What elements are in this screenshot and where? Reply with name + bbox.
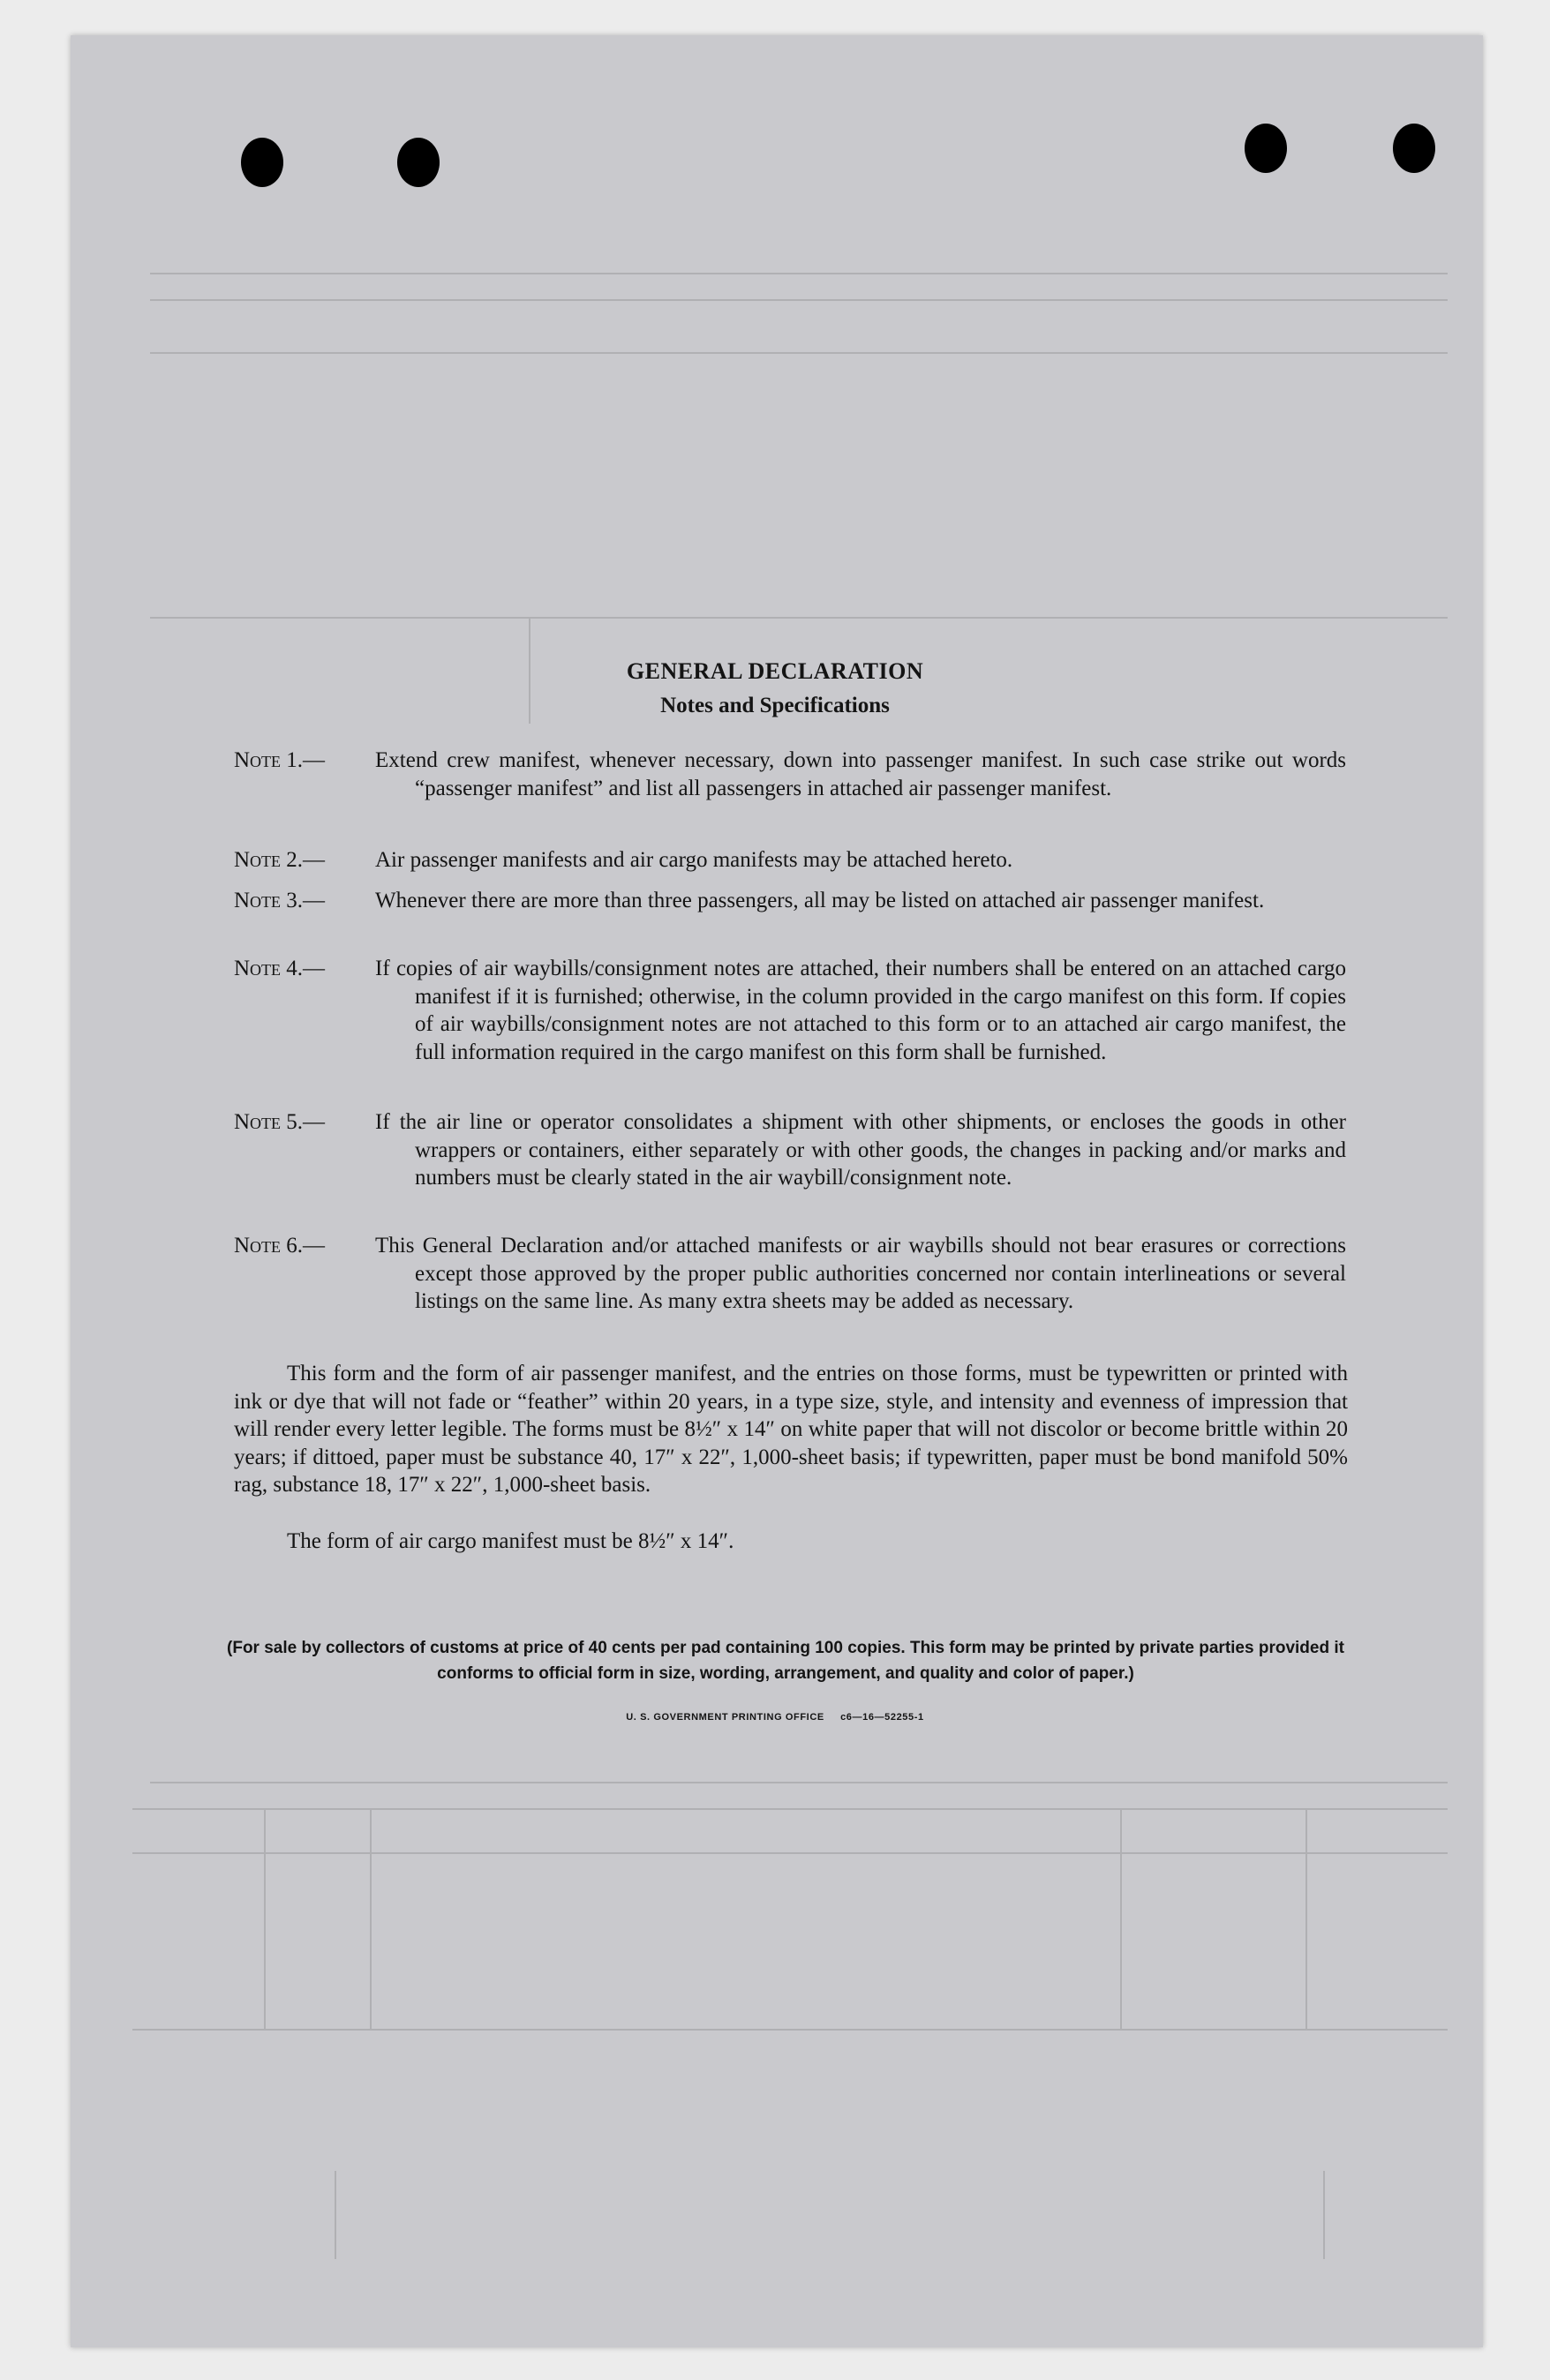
printing-office-imprint: U. S. GOVERNMENT PRINTING OFFICE c6—16—52255-1	[626, 1712, 924, 1723]
note-label: Note 2.—	[234, 848, 326, 872]
note-label: Note 6.—	[234, 1234, 326, 1258]
note-5	[234, 1108, 1346, 1192]
note-text: If copies of air waybills/consignment notes are attached, their numbers shall be entered on an attached cargo manifest if it is furnished; otherwise, in the column provided in the cargo manifest on this form. If copies of air waybills/consignment notes are not attached to this form or to an attached air cargo manifest, the full information required in the cargo manifest on this form shall be furnished.	[375, 957, 1346, 1064]
note-4	[234, 955, 1346, 1066]
note-text: Whenever there are more than three passengers, all may be listed on attached air passenger manifest.	[375, 889, 1265, 912]
note-label: Note 4.—	[234, 957, 326, 980]
note-1	[234, 747, 1346, 802]
note-label: Note 1.—	[234, 748, 326, 772]
note-label: Note 5.—	[234, 1110, 326, 1134]
note-text: This General Declaration and/or attached manifests or air waybills should not bear erasures or corrections except those approved by the proper public authorities concerned nor contain interlineations or several listings on the same line. As many extra sheets may be added as necessary.	[375, 1234, 1346, 1313]
note-text: If the air line or operator consolidates a shipment with other shipments, or encloses the goods in other wrappers or containers, either separately or with other goods, the changes in packing and/or marks and numbers must be clearly stated in the air waybill/consignment note.	[375, 1110, 1346, 1190]
document-subtitle: Notes and Specifications	[660, 694, 890, 717]
document-title: GENERAL DECLARATION	[626, 658, 924, 684]
note-label: Note 3.—	[234, 889, 326, 912]
note-2	[234, 846, 1346, 875]
note-3	[234, 887, 1346, 915]
cargo-form-size: The form of air cargo manifest must be 8½″ x 14″.	[287, 1529, 734, 1553]
note-6	[234, 1232, 1346, 1316]
note-text: Extend crew manifest, whenever necessary, down into passenger manifest. In such case strike out words “passenger manifest” and list all passengers in attached air passenger manifest.	[375, 748, 1346, 800]
specification-paragraph: This form and the form of air passenger manifest, and the entries on those forms, must be typewritten or printed with ink or dye that will not fade or “feather” within 20 years, in a type size, style, and intensity and evenness of impression that will render every letter legible. The forms must be 8½″ x 14″ on white paper that will not discolor or become brittle within 20 years; if dittoed, paper must be substance 40, 17″ x 22″, 1,000-sheet basis; if typewritten, paper must be bond manifold 50% rag, substance 18, 17″ x 22″, 1,000-sheet basis.	[234, 1362, 1348, 1497]
sale-notice: (For sale by collectors of customs at price of 40 cents per pad containing 100 copies. This form may be printed by private parties provided it conforms to official form in size, wording, arrangement, and quality and color of paper.)	[227, 1639, 1344, 1683]
note-text: Air passenger manifests and air cargo manifests may be attached hereto.	[375, 848, 1013, 872]
